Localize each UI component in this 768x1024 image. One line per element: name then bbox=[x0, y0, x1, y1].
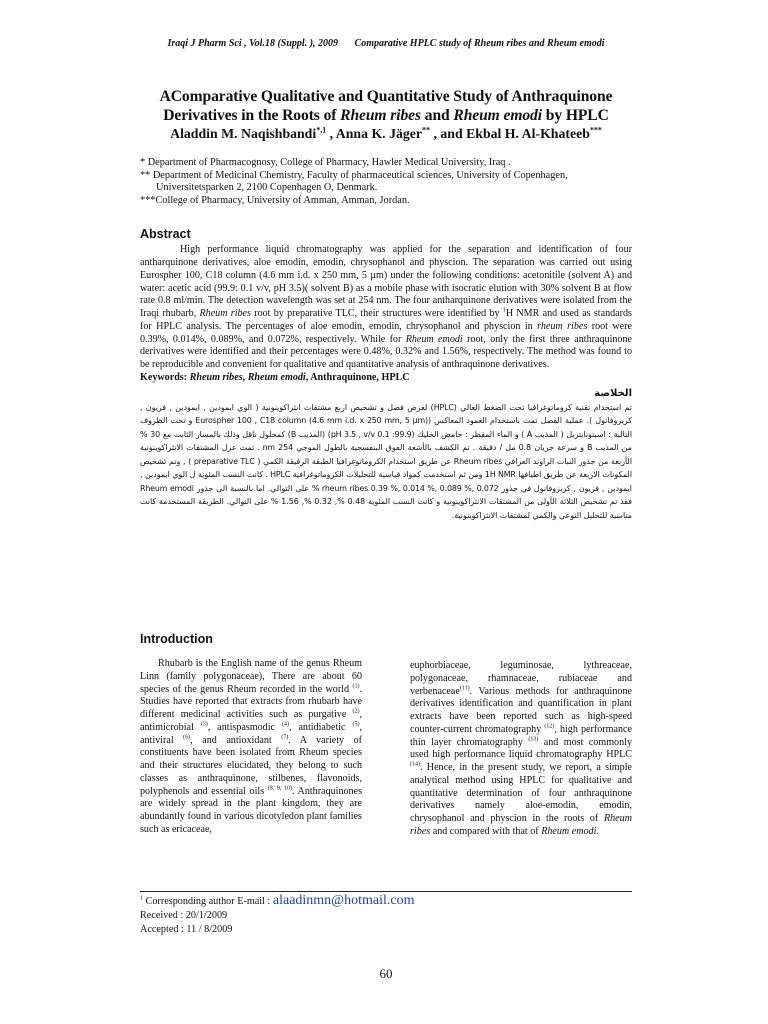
species-name: Rheum ribes bbox=[410, 813, 632, 837]
short-title: Comparative HPLC study of Rheum ribes and Rheum emodi bbox=[354, 38, 605, 49]
arabic-abstract-body: تم استخدام تقنية كروماتوغرافيا تحت الضغط العالي (HPLC) لغرض فصل و تشخيص اربع مشتقات انثراكوينونية ( الوي ايمودين , ايمودين , فزيون , كريزوفانول ). عملية الفصل تمت باستخدام العمود المعاكس (Eurospher 100 , C18 column (4.6 mm i.d. x 250 mm, 5 µm) و تحت الظروف التالية : اسيتونايتريل ( المذيب A ) و الماء المقطر : حامض الخليك (pH 3.5 , v/v 0.1 :99.9) (المذيب B) كمحلول ناقل وذلك بالمسار الثابت مع 30 % من المذيب B و سرعة جريان 0.8 مل / دقيقة . تم الكشف بالأشعة الفوق البنفسجية بالطول الموجي 254 nm . تمت عزل المشتقات الانثراكوينونية الأربعة من جذور النبات الراوند العراقي Rheum ribes عن طريق استخدام الكروماتوغرافيا الطبقة الرقيقة الكمي ( preparative TLC ) , وتم تشخيص المكونات الاربعة عن طريق اطيافها 1H NMR ومن ثم استخدمت كمواد قياسية للتحليلات الكروماتوغرافية HPLC . كانت النسب المئوية ل الوي ايمودين , ايمودين , فزيون , كريزوفانول في جذور rheum ribes 0.39 %, 0.014 %, 0.089 %, 0.072 % على التوالي. اما بالنسبة الى جذور Rheum emodi فقد تم تشخيص الثلاثة الأولى من المشتقات الانثراكوينونية و كانت النسب المئوية 0.48 %, 0.32 %, 1.56 % على التوالي. الطريقة المستخدمة كانت مناسبة للتحليل النوعي والكمي لمشتقات الانثراكوينونية. bbox=[140, 402, 633, 520]
keyword-rest: , Anthraquinone, HPLC bbox=[305, 371, 410, 383]
running-head bbox=[140, 38, 632, 49]
paper-title bbox=[140, 87, 632, 125]
corresponding-label: Corresponding author E-mail : bbox=[143, 896, 273, 907]
title-species-1: Rheum ribes bbox=[340, 107, 421, 124]
intro-text: Rhubarb is the English name of the genus Rheum Linn (family polygonaceae), There are about 60 species of the genus Rheum recorded in the world bbox=[140, 658, 362, 695]
intro-text: . A variety of constituents have been isolated from Rheum species and their structures elucidated, they belong to such classes as anthraquinone, stilbenes, flavonoids, polyphenols and essential oils bbox=[140, 734, 363, 797]
author-list bbox=[140, 125, 632, 143]
affiliation-3: ***College of Pharmacy, University of Amman, Amman, Jordan. bbox=[140, 194, 410, 206]
abstract-nmr-sup: 1 bbox=[502, 307, 506, 314]
intro-text: , antidiabetic bbox=[288, 721, 353, 733]
citation: (6) bbox=[183, 734, 191, 741]
affiliation-1: * Department of Pharmacognosy, College of Pharmacy, Hawler Medical University, Iraq . bbox=[140, 157, 511, 168]
email-link[interactable]: alaadinmn@hotmail.com bbox=[272, 893, 415, 908]
author-2-mark: ** bbox=[422, 125, 431, 135]
citation: (5) bbox=[352, 721, 360, 728]
title-and: and bbox=[420, 107, 454, 124]
abstract-species: Rheum ribes bbox=[199, 308, 251, 320]
intro-left-column bbox=[140, 658, 362, 839]
author-1-mark: *,1 bbox=[316, 125, 327, 135]
abstract-text-5: root, only the first three anthraquinone derivatives were identified and their percentages were 0.48%, 0.32% and 1.56%, respectively. The method was found to be reproducible and convenient for qualitative and quantitative analysis of anthraquinone derivatives. bbox=[140, 333, 632, 371]
citation: (1) bbox=[352, 683, 360, 690]
citation: (7) bbox=[281, 734, 289, 741]
affiliations bbox=[140, 157, 632, 207]
author-3-mark: *** bbox=[589, 125, 602, 135]
page-number: 60 bbox=[379, 966, 393, 981]
abstract-heading: Abstract bbox=[140, 227, 191, 242]
intro-text: , high performance thin layer chromatography bbox=[410, 723, 632, 748]
footnotes bbox=[140, 894, 414, 937]
species-name: Rheum emodi bbox=[541, 825, 597, 837]
abstract-text-2: root by preparative TLC, their structures were identified by bbox=[250, 308, 503, 320]
citation: (3) bbox=[200, 721, 208, 728]
abstract-species: rheum ribes bbox=[537, 320, 588, 332]
intro-text: . Hence, in the present study, we report, a simple analytical method using HPLC for qualitative and quantitative determination of four anthraquinone derivatives namely aloe-emodin, emodin, chrysophanol and physcion in the roots of bbox=[410, 762, 632, 824]
author-3: , and Ekbal H. Al-Khateeb bbox=[430, 126, 590, 141]
arabic-abstract-heading: الخلاصة bbox=[594, 387, 632, 399]
citation: (12) bbox=[544, 723, 555, 730]
title-species-2: Rheum emodi bbox=[453, 107, 542, 124]
footnote-mark: 1 bbox=[140, 895, 143, 902]
accepted-date: Accepted : 11 / 8/2009 bbox=[140, 924, 233, 935]
intro-text: euphorbiaceae, leguminosae, lythreaceae, polygonaceae, rhamnaceae, rubiaceae and verbenaceae bbox=[410, 660, 632, 697]
intro-text: , antiviral bbox=[140, 721, 363, 746]
keywords bbox=[140, 372, 632, 385]
author-2: , Anna K. Jäger bbox=[326, 126, 423, 141]
footnote-rule bbox=[140, 891, 632, 892]
author-1: Aladdin M. Naqishbandi bbox=[170, 126, 317, 141]
introduction-columns bbox=[140, 660, 632, 839]
intro-text: , antispasmodic bbox=[207, 721, 282, 733]
journal-citation: Iraqi J Pharm Sci , Vol.18 (Suppl. ), 2009 bbox=[167, 38, 339, 49]
citation: (2) bbox=[352, 708, 360, 715]
citation: (8, 9, 10) bbox=[267, 785, 292, 792]
received-date: Received : 20/1/2009 bbox=[140, 910, 228, 921]
intro-text: . Various methods for anthraquinone derivatives identification and quantification in plant extracts have been reported such as high-speed counter-current chromatography bbox=[410, 685, 632, 735]
intro-text: and most commonly used high performance liquid chromatography HPLC bbox=[410, 736, 633, 761]
keyword: Rheum ribes bbox=[189, 371, 243, 383]
abstract-text-3: H NMR and used as standards for HPLC analysis. The percentages of aloe emodin, emodin, chrysophanol and physcion in bbox=[140, 308, 632, 332]
intro-paragraph-continued bbox=[410, 660, 632, 839]
citation: (14) bbox=[410, 761, 420, 768]
affiliation-2: ** Department of Medicinal Chemistry, Faculty of pharmaceutical sciences, University of Copenhagen, bbox=[140, 169, 568, 181]
intro-text: , and antioxidant bbox=[190, 734, 282, 746]
citation: (13) bbox=[528, 736, 539, 743]
citation: (4) bbox=[281, 721, 289, 728]
intro-text: . bbox=[596, 825, 599, 837]
intro-paragraph bbox=[140, 658, 362, 837]
intro-text: . Anthraquinones are widely spread in the plant kingdom, they are abundantly found in various dicotyledon plant families such as ericaceae, bbox=[140, 785, 363, 835]
citation: (11) bbox=[459, 685, 470, 692]
abstract-body bbox=[140, 244, 632, 372]
keyword: Rheum emodi bbox=[247, 371, 306, 383]
abstract-species: Rheum emodi bbox=[405, 333, 463, 345]
affiliation-2-address: Universitetsparken 2, 2100 Copenhagen O, Denmark. bbox=[156, 182, 378, 194]
introduction-heading: Introduction bbox=[140, 632, 213, 646]
keyword-separator: , bbox=[242, 371, 248, 383]
intro-right-column bbox=[410, 660, 632, 839]
abstract-text-1: High performance liquid chromatography was applied for the separation and identification of four antharquinone derivatives, aloe emodin, emodin, chrysophanol and physcion. The separation was carried out using Eurospher 100, C18 column (4.6 mm i.d. x 250 mm, 5 µm) under the following conditions: acetonitile (solvent A) and water: acetic acid (99.9: 0.1 v/v, pH 3.5)( solvent B) as a mobile phase with isocratic elution with 30% solvent B at flow rate 0.8 ml/min. The detection wavelength was set at 254 nm. The four antharquinone derivatives were isolated from the Iraqi rhubarb, bbox=[140, 244, 632, 320]
paper-page bbox=[140, 38, 633, 981]
abstract-text-4: root were 0.39%, 0.014%, 0.089%, and 0.072%, respectively. While for bbox=[140, 320, 632, 345]
intro-text: , antimicrobial bbox=[140, 709, 362, 733]
title-text-1: AComparative Qualitative and Quantitative Study of Anthraquinone Derivatives in the Roots of bbox=[159, 88, 613, 124]
intro-text: and compared with that of bbox=[430, 825, 542, 837]
keywords-label: Keywords: bbox=[140, 371, 190, 383]
title-text-2: by HPLC bbox=[541, 107, 609, 124]
intro-text: . Studies have reported that extracts from rhubarb have different medicinal activities such as purgative bbox=[140, 683, 362, 720]
corresponding-author bbox=[140, 894, 414, 909]
